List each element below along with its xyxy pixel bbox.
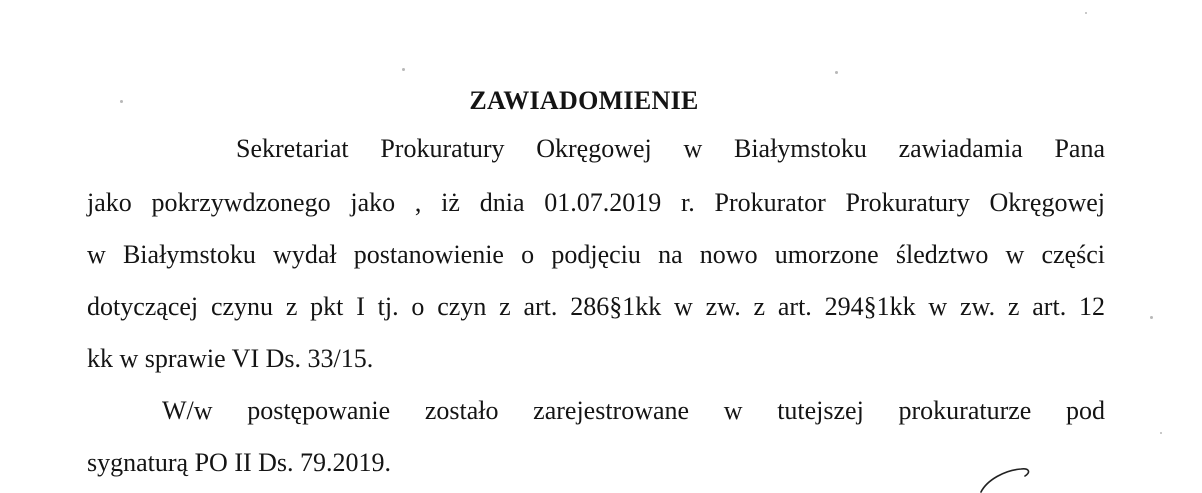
paragraph1-line4: dotyczącej czynu z pkt I tj. o czyn z art. 286§1kk w zw. z art. 294§1kk w zw. z art. 12 [87, 292, 1105, 321]
document-title: ZAWIADOMIENIE [469, 86, 699, 115]
scan-speck [1160, 432, 1162, 434]
scan-speck [1085, 12, 1087, 14]
scan-speck [1150, 316, 1153, 319]
scan-speck [402, 68, 405, 71]
paragraph2-line1: W/w postępowanie zostało zarejestrowane w tutejszej prokuraturze pod [162, 396, 1105, 425]
scan-speck [120, 100, 123, 103]
paragraph1-line1: Sekretariat Prokuratury Okręgowej w Białymstoku zawiadamia Pana [236, 134, 1105, 163]
scan-speck [835, 71, 838, 74]
paragraph1-line2: jako pokrzywdzonego jako , iż dnia 01.07.2019 r. Prokurator Prokuratury Okręgowej [87, 188, 1105, 217]
paragraph1-line3: w Białymstoku wydał postanowienie o podjęciu na nowo umorzone śledztwo w części [87, 240, 1105, 269]
paragraph1-line5: kk w sprawie VI Ds. 33/15. [87, 344, 374, 373]
signature-mark [975, 466, 1055, 493]
paragraph2-line2: sygnaturą PO II Ds. 79.2019. [87, 448, 392, 477]
